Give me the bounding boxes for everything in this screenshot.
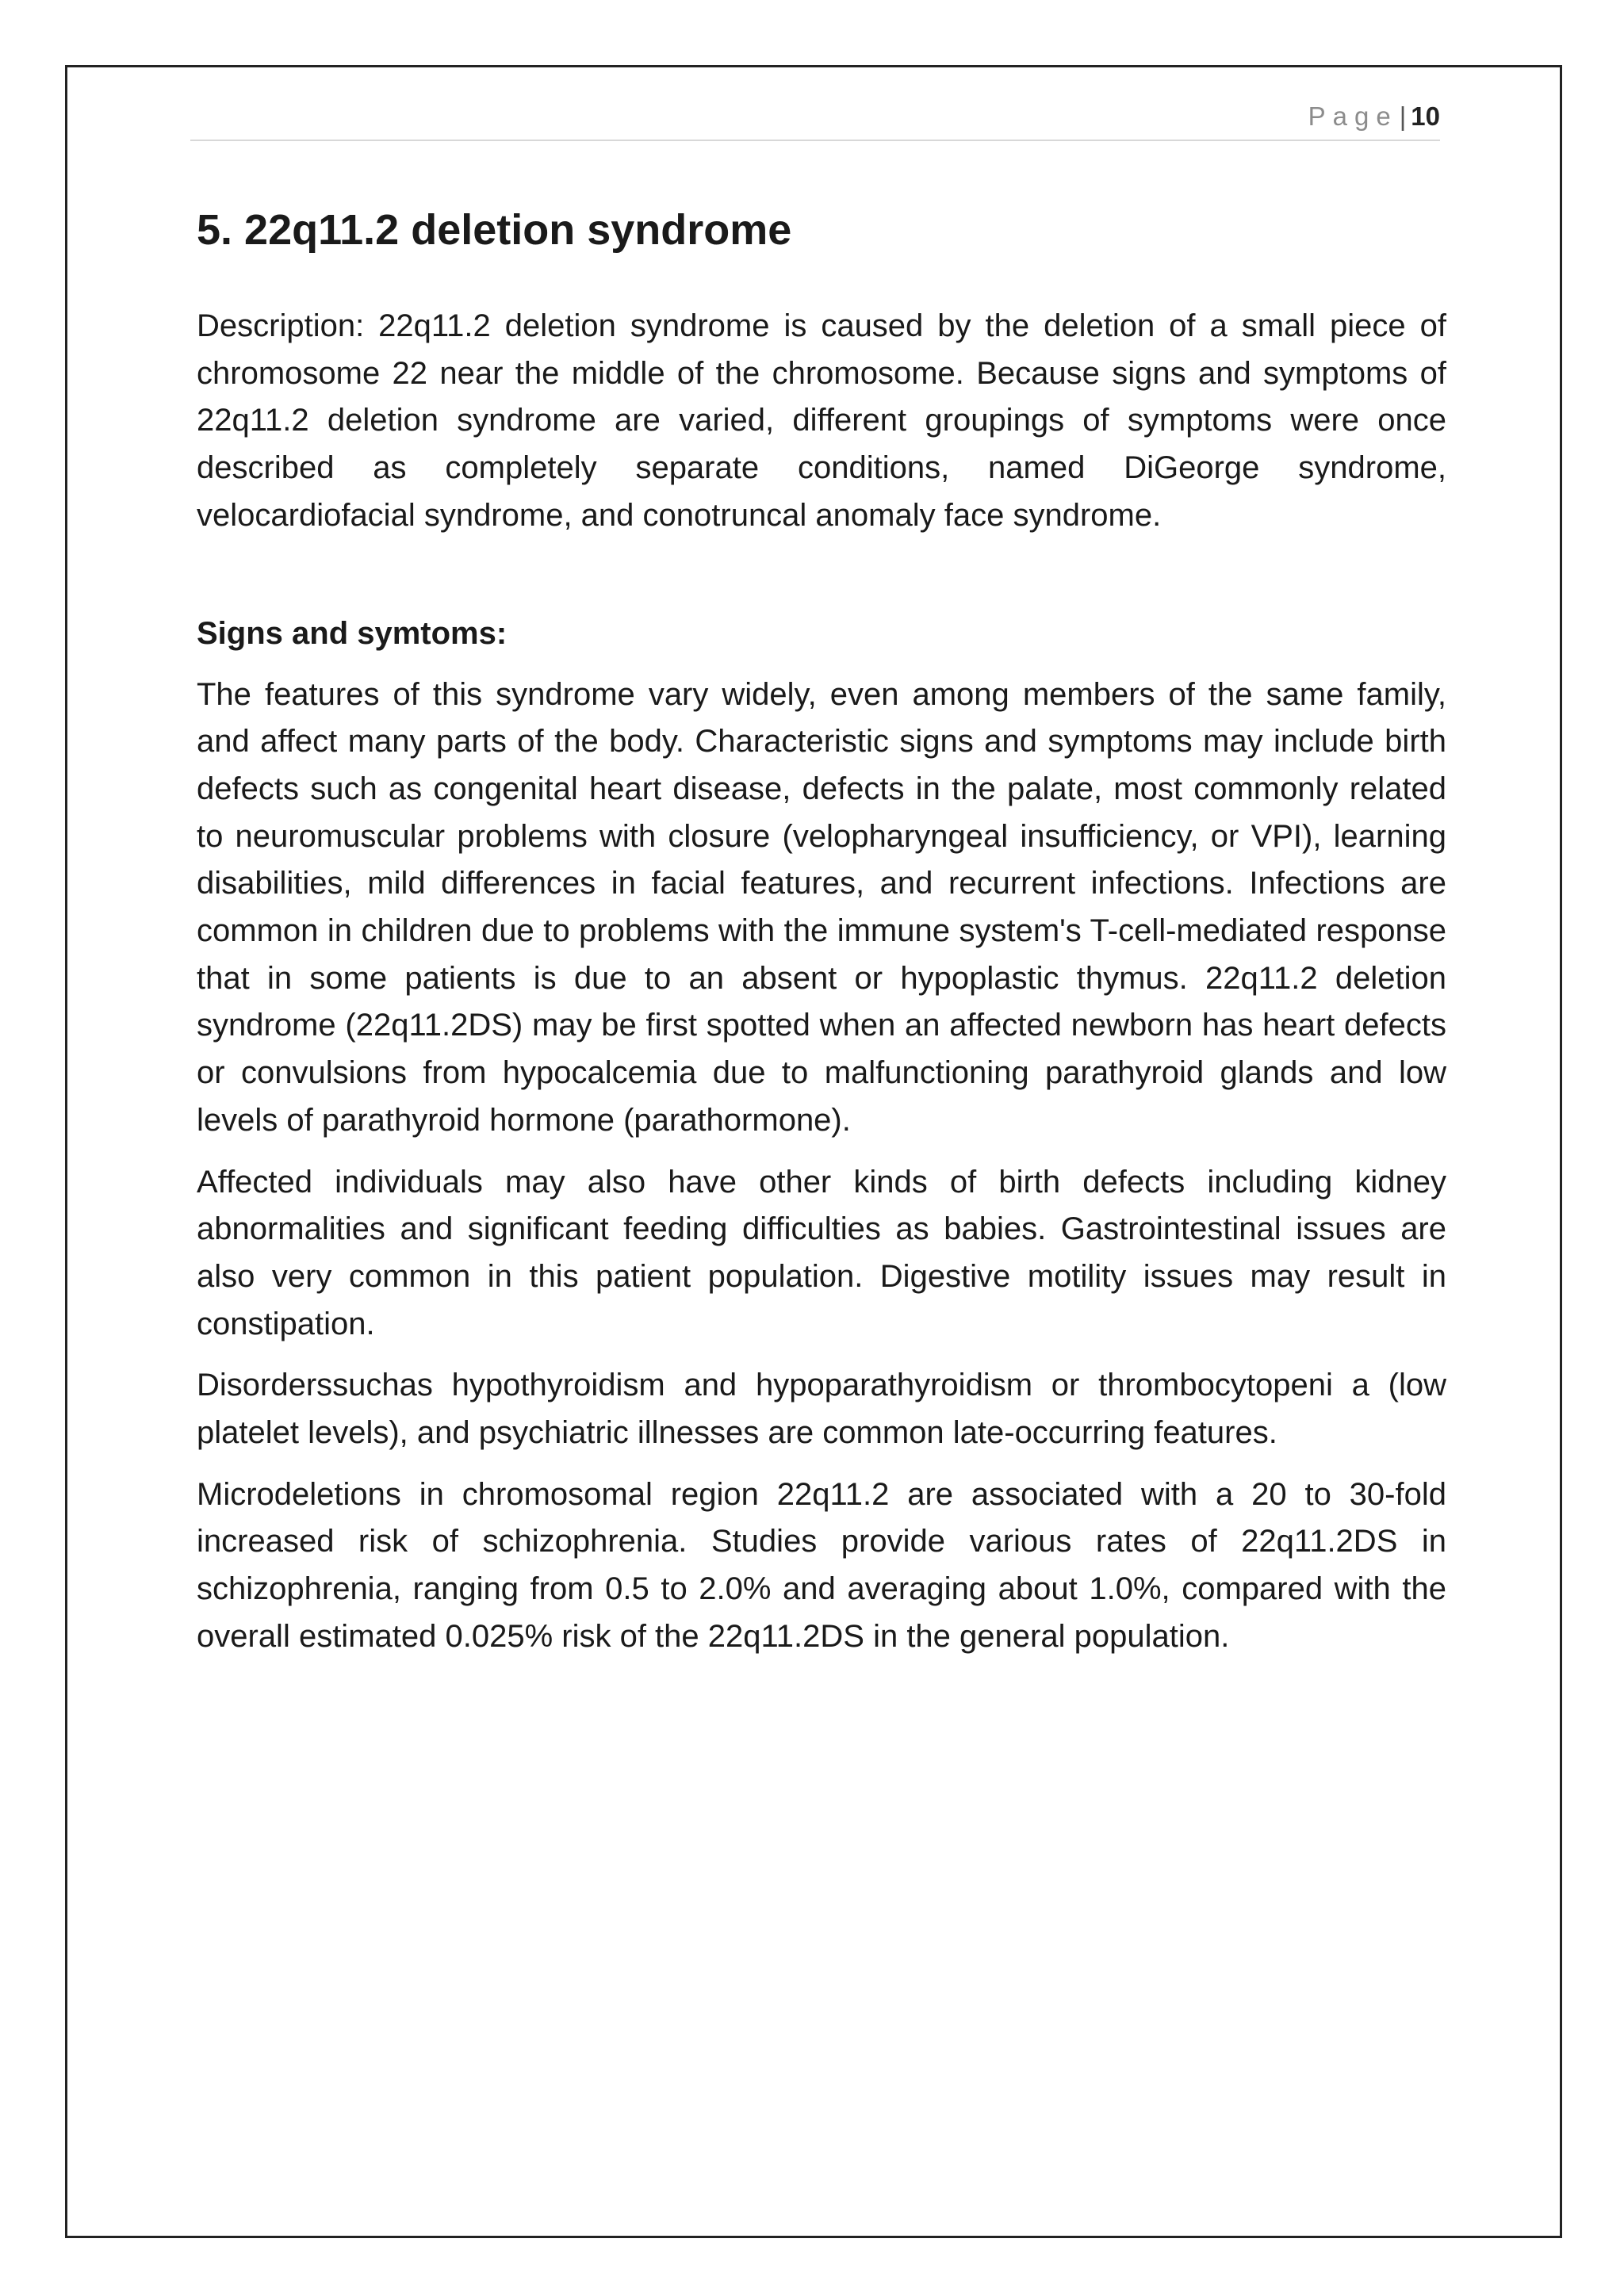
description-paragraph: Description: 22q11.2 deletion syndrome is caused by the deletion of a small piece of chromosome 22 near the middle of the chromosome. Because signs and symptoms of 22q11.2 deletion syndrome are varied, different groupings of symptoms were once described as completely separate conditions, named DiGeorge syndrome, velocardiofacial syndrome, and conotruncal anomaly face syndrome. bbox=[197, 308, 1446, 533]
body-paragraph: Microdeletions in chromosomal region 22q11.2 are associated with a 20 to 30-fold increased risk of schizophrenia. Studies provide various rates of 22q11.2DS in schizophrenia, ranging from 0.5 to 2.0% and averaging about 1.0%, compared with the overall estimated 0.025% risk of the 22q11.2DS in the general population. bbox=[197, 1476, 1446, 1654]
section-title: 5. 22q11.2 deletion syndrome bbox=[197, 206, 792, 254]
page-label: Page bbox=[1308, 101, 1398, 131]
body-paragraph: Disorderssuchas hypothyroidism and hypoparathyroidism or thrombocytopeni a (low platelet levels), and psychiatric illnesses are common late-occurring features. bbox=[197, 1368, 1446, 1451]
document-body bbox=[197, 198, 1446, 1675]
body-paragraph: Affected individuals may also have other kinds of birth defects including kidney abnormalities and significant feeding difficulties as babies. Gastrointestinal issues are also very common in this patient population. Digestive motility issues may result in constipation. bbox=[197, 1164, 1446, 1341]
page-header bbox=[190, 94, 1440, 141]
page-separator: | bbox=[1399, 101, 1407, 131]
signs-symptoms-heading: Signs and symtoms: bbox=[197, 615, 508, 651]
page-number: 10 bbox=[1411, 101, 1440, 131]
body-paragraph: The features of this syndrome vary widely, even among members of the same family, and affect many parts of the body. Characteristic signs and symptoms may include birth defects such as congenital heart disease, defects in the palate, most commonly related to neuromuscular problems with closure (velopharyngeal insufficiency, or VPI), learning disabilities, mild differences in facial features, and recurrent infections. Infections are common in children due to problems with the immune system's T-cell-mediated response that in some patients is due to an absent or hypoplastic thymus. 22q11.2 deletion syndrome (22q11.2DS) may be first spotted when an affected newborn has heart defects or convulsions from hypocalcemia due to malfunctioning parathyroid glands and low levels of parathyroid hormone (parathormone). bbox=[197, 676, 1446, 1138]
